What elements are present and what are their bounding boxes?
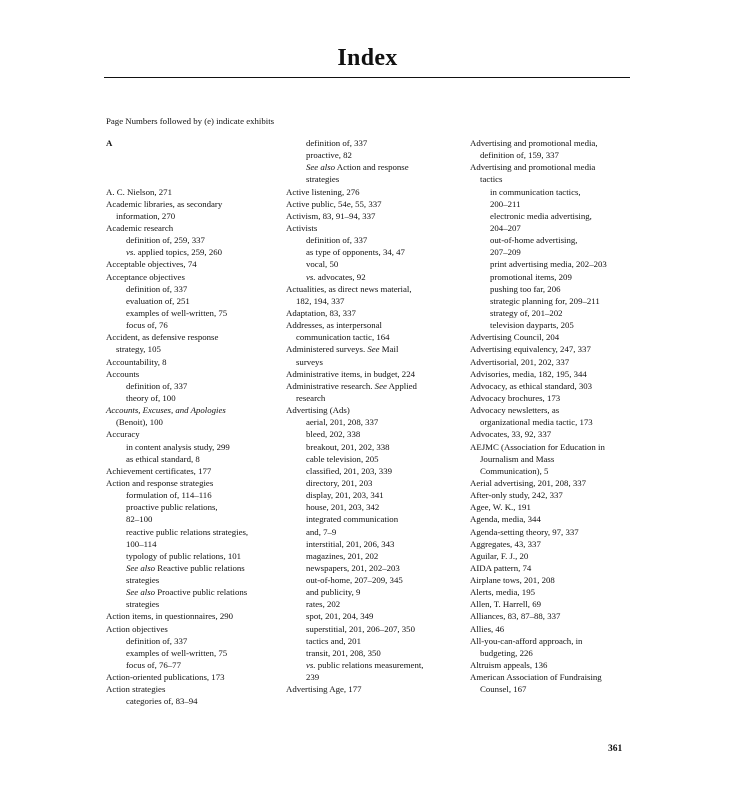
index-entry: strategy of, 201–202 xyxy=(490,307,563,318)
index-entry: Accident, as defensive response xyxy=(106,332,219,343)
index-entry: See also Action and response xyxy=(306,162,409,173)
page-number: 361 xyxy=(608,744,623,754)
index-entry: transit, 201, 208, 350 xyxy=(306,647,381,658)
index-entry: Altruism appeals, 136 xyxy=(470,660,548,671)
exhibit-note: Page Numbers followed by (e) indicate exhibits xyxy=(106,116,275,126)
index-entry: Accounts xyxy=(106,368,140,379)
index-entry: Acceptance objectives xyxy=(106,271,185,282)
index-entry: Administered surveys. See Mail xyxy=(286,344,399,355)
index-entry: breakout, 201, 202, 338 xyxy=(306,441,390,452)
index-entry: Advertising Council, 204 xyxy=(470,332,560,343)
index-entry: Advertising (Ads) xyxy=(286,405,350,416)
index-entry: Academic research xyxy=(106,222,174,233)
index-entry: organizational media tactic, 173 xyxy=(480,417,593,428)
index-entry: superstitial, 201, 206–207, 350 xyxy=(306,623,415,634)
page-title: Index xyxy=(337,45,398,71)
index-entry: theory of, 100 xyxy=(126,392,176,403)
index-entry: electronic media advertising, xyxy=(490,210,592,221)
index-entry: bleed, 202, 338 xyxy=(306,429,361,440)
index-entry: evaluation of, 251 xyxy=(126,295,190,306)
index-entry: pushing too far, 206 xyxy=(490,283,561,294)
index-entry: 82–100 xyxy=(126,514,153,525)
index-entry: cable television, 205 xyxy=(306,453,379,464)
index-entry: A. C. Nielson, 271 xyxy=(106,186,172,197)
index-entry: in communication tactics, xyxy=(490,186,581,197)
index-entry: definition of, 337 xyxy=(126,635,188,646)
index-entry: Adaptation, 83, 337 xyxy=(286,307,356,318)
section-letter: A xyxy=(106,138,113,148)
index-entry: examples of well-written, 75 xyxy=(126,307,228,318)
index-entry: examples of well-written, 75 xyxy=(126,647,228,658)
index-entry: proactive public relations, xyxy=(126,502,218,513)
index-entry: See also Reactive public relations xyxy=(126,562,245,573)
index-entry: Active public, 54e, 55, 337 xyxy=(286,198,382,209)
index-entry: Advocacy newsletters, as xyxy=(470,405,560,416)
index-entry: After-only study, 242, 337 xyxy=(470,490,563,501)
index-entry: and, 7–9 xyxy=(306,526,337,537)
index-entry: typology of public relations, 101 xyxy=(126,550,242,561)
index-entry: Action items, in questionnaires, 290 xyxy=(106,611,234,622)
index-entry: 182, 194, 337 xyxy=(296,295,345,306)
index-entry: Airplane tows, 201, 208 xyxy=(470,575,555,586)
index-entry: Action-oriented publications, 173 xyxy=(106,672,225,683)
index-entry: See also Proactive public relations xyxy=(126,587,248,598)
index-entry: Achievement certificates, 177 xyxy=(106,465,212,476)
index-entry: print advertising media, 202–203 xyxy=(490,259,607,270)
index-entry: Accuracy xyxy=(106,429,140,440)
index-entry: and publicity, 9 xyxy=(306,587,361,598)
index-entry: surveys xyxy=(296,356,323,367)
index-entry: Alliances, 83, 87–88, 337 xyxy=(470,611,561,622)
index-entry: Acceptable objectives, 74 xyxy=(106,259,197,270)
index-entry: Advertising and promotional media xyxy=(470,162,596,173)
index-entry: Aerial advertising, 201, 208, 337 xyxy=(470,477,587,488)
index-entry: house, 201, 203, 342 xyxy=(306,502,380,513)
index-entry: out-of-home, 207–209, 345 xyxy=(306,575,403,586)
index-entry: proactive, 82 xyxy=(306,150,352,161)
spacer xyxy=(106,149,286,161)
index-entry: Administrative research. See Applied xyxy=(286,380,417,391)
index-entry: Aggregates, 43, 337 xyxy=(470,538,541,549)
index-entry: definition of, 159, 337 xyxy=(480,150,559,161)
index-entry: Aguilar, F. J., 20 xyxy=(470,550,529,561)
index-entry: research xyxy=(296,392,326,403)
index-entry: Journalism and Mass xyxy=(480,453,555,464)
index-entry: American Association of Fundraising xyxy=(470,672,602,683)
index-entry: tactics xyxy=(480,174,503,185)
index-entry: Accountability, 8 xyxy=(106,356,167,367)
index-entry: AIDA pattern, 74 xyxy=(470,562,532,573)
index-entry: tactics and, 201 xyxy=(306,635,361,646)
index-entry: Advertising Age, 177 xyxy=(286,684,362,695)
index-entry: vs. public relations measurement, xyxy=(306,660,424,671)
index-entry: budgeting, 226 xyxy=(480,647,533,658)
index-entry: Action strategies xyxy=(106,684,166,695)
index-entry: strategies xyxy=(306,174,340,185)
index-entry: Advertisorial, 201, 202, 337 xyxy=(470,356,570,367)
index-entry: Active listening, 276 xyxy=(286,186,360,197)
spacer xyxy=(106,173,286,185)
index-entry: communication tactic, 164 xyxy=(296,332,390,343)
index-entry: vs. advocates, 92 xyxy=(306,271,366,282)
index-entry: Administrative items, in budget, 224 xyxy=(286,368,416,379)
index-entry: Advocacy brochures, 173 xyxy=(470,392,561,403)
index-entry: Agenda-setting theory, 97, 337 xyxy=(470,526,579,537)
index-entry: Advocates, 33, 92, 337 xyxy=(470,429,552,440)
index-entry: Academic libraries, as secondary xyxy=(106,198,223,209)
index-entry: focus of, 76 xyxy=(126,320,168,331)
index-entry: Communication), 5 xyxy=(480,465,549,476)
index-entry: Actualities, as direct news material, xyxy=(286,283,412,294)
index-entry: vs. applied topics, 259, 260 xyxy=(126,247,223,258)
index-entry: strategy, 105 xyxy=(116,344,161,355)
index-entry: Activism, 83, 91–94, 337 xyxy=(286,210,376,221)
index-entry: strategies xyxy=(126,575,160,586)
index-entry: magazines, 201, 202 xyxy=(306,550,379,561)
index-entry: Activists xyxy=(286,222,318,233)
index-entry: 204–207 xyxy=(490,222,521,233)
index-entry: promotional items, 209 xyxy=(490,271,572,282)
index-entry: directory, 201, 203 xyxy=(306,477,373,488)
index-entry: television dayparts, 205 xyxy=(490,320,574,331)
index-entry: Allies, 46 xyxy=(470,623,505,634)
index-entry: Addresses, as interpersonal xyxy=(286,320,383,331)
index-entry: display, 201, 203, 341 xyxy=(306,490,384,501)
index-entry: Allen, T. Harrell, 69 xyxy=(470,599,542,610)
spacer xyxy=(106,161,286,173)
index-entry: Advocacy, as ethical standard, 303 xyxy=(470,380,593,391)
index-entry: in content analysis study, 299 xyxy=(126,441,230,452)
index-entry: formulation of, 114–116 xyxy=(126,490,212,501)
index-column-2 xyxy=(286,137,472,695)
index-entry: Counsel, 167 xyxy=(480,684,527,695)
index-entry: 207–209 xyxy=(490,247,521,258)
index-entry: 100–114 xyxy=(126,538,157,549)
index-entry: AEJMC (Association for Education in xyxy=(470,441,605,452)
index-entry: categories of, 83–94 xyxy=(126,696,198,707)
index-entry: Alerts, media, 195 xyxy=(470,587,535,598)
index-entry: interstitial, 201, 206, 343 xyxy=(306,538,395,549)
index-entry: aerial, 201, 208, 337 xyxy=(306,417,379,428)
index-entry: as ethical standard, 8 xyxy=(126,453,200,464)
index-entry: definition of, 337 xyxy=(306,235,368,246)
index-column-3 xyxy=(470,137,640,695)
title-rule xyxy=(104,77,630,78)
index-entry: as type of opponents, 34, 47 xyxy=(306,247,405,258)
index-entry: focus of, 76–77 xyxy=(126,660,181,671)
index-entry: integrated communication xyxy=(306,514,399,525)
index-entry: strategies xyxy=(126,599,160,610)
index-entry: reactive public relations strategies, xyxy=(126,526,249,537)
index-entry: Advertising and promotional media, xyxy=(470,138,598,148)
index-entry: definition of, 337 xyxy=(126,380,188,391)
index-entry: information, 270 xyxy=(116,210,176,221)
index-entry: Action and response strategies xyxy=(106,477,214,488)
index-entry: Agenda, media, 344 xyxy=(470,514,541,525)
index-entry: Advisories, media, 182, 195, 344 xyxy=(470,368,587,379)
index-entry: strategic planning for, 209–211 xyxy=(490,295,600,306)
index-entry: out-of-home advertising, xyxy=(490,235,578,246)
index-entry: Agee, W. K., 191 xyxy=(470,502,531,513)
index-entry: vocal, 50 xyxy=(306,259,339,270)
index-entry: (Benoit), 100 xyxy=(116,417,163,428)
index-entry: definition of, 337 xyxy=(126,283,188,294)
index-entry: definition of, 259, 337 xyxy=(126,235,205,246)
index-entry: spot, 201, 204, 349 xyxy=(306,611,374,622)
index-entry: Action objectives xyxy=(106,623,168,634)
index-entry: classified, 201, 203, 339 xyxy=(306,465,393,476)
index-entry: rates, 202 xyxy=(306,599,341,610)
index-entry: newspapers, 201, 202–203 xyxy=(306,562,400,573)
index-entry: Accounts, Excuses, and Apologies xyxy=(106,405,226,416)
index-entry: 200–211 xyxy=(490,198,521,209)
index-entry: All-you-can-afford approach, in xyxy=(470,635,583,646)
index-entry: definition of, 337 xyxy=(306,138,368,148)
index-column-1 xyxy=(106,137,286,708)
index-entry: 239 xyxy=(306,672,320,683)
index-entry: Advertising equivalency, 247, 337 xyxy=(470,344,591,355)
